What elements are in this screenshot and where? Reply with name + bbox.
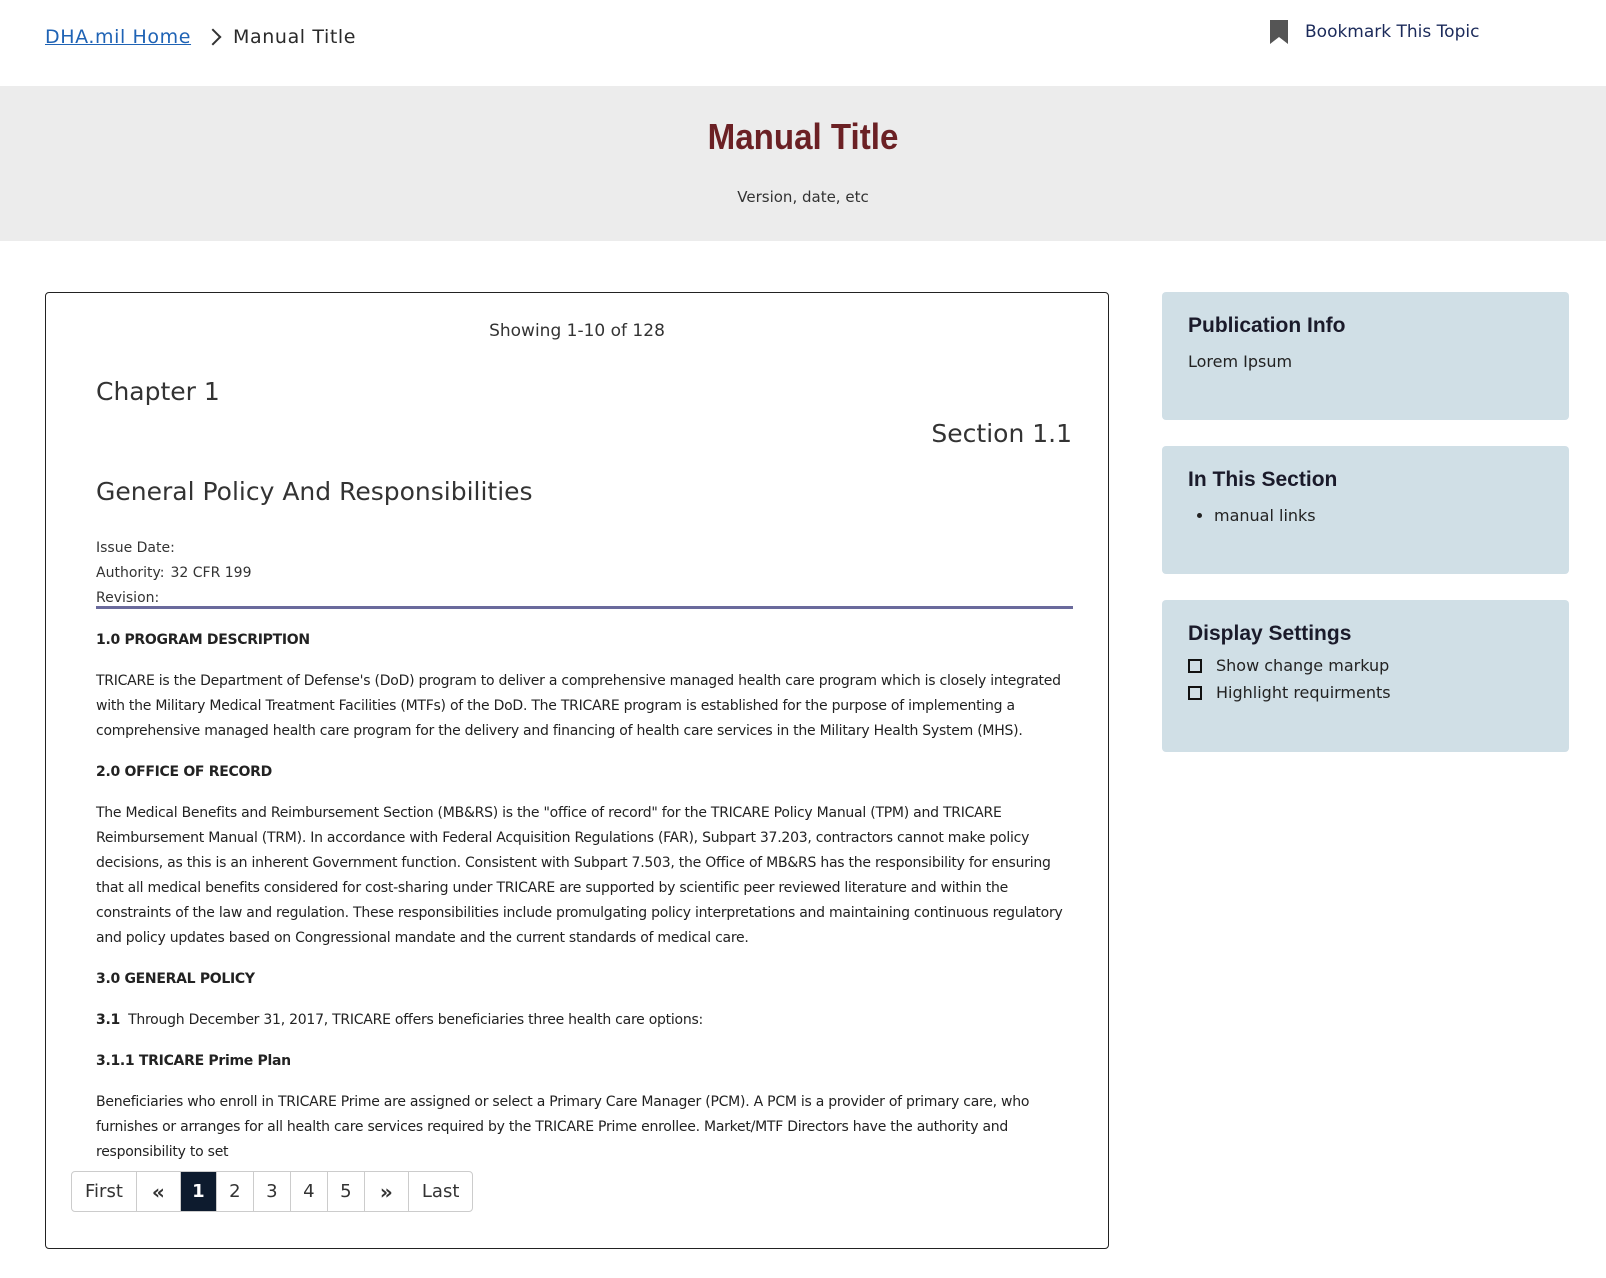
paragraph-office-of-record: The Medical Benefits and Reimbursement Section (MB&RS) is the "office of record" for the TRICARE Policy Manual (TPM) and TRICARE Reimbursement Manual (TRM). In accordance with Federal Acquisition Regulations (FAR), Subpart 37.203, contractors cannot make policy decisions, as this is an inherent Government function. Consistent with Subpart 7.503, the Office of MB&RS has the responsibility for ensuring that all medical benefits considered for cost-sharing under TRICARE are supported by scientific peer reviewed literature and within the constraints of the law and regulation. These responsibilities include promulgating policy interpretations and maintaining continuous regulatory and policy updates based on Congressional mandate and the current standards of medical care. (96, 805, 1063, 946)
heading-office-of-record: 2.0 OFFICE OF RECORD (96, 764, 272, 780)
page-banner (0, 86, 1606, 241)
checkbox-icon (1188, 659, 1202, 673)
chevron-right-icon (205, 29, 222, 46)
highlight-requirements-checkbox[interactable] (1188, 683, 1543, 702)
issue-date-label: Issue Date: (96, 540, 175, 556)
breadcrumb-current: Manual Title (233, 26, 357, 48)
page-title: Manual Title (707, 116, 899, 157)
checkbox-label: Show change markup (1216, 656, 1390, 675)
divider (96, 606, 1073, 609)
top-bar (0, 0, 1606, 86)
revision-label: Revision: (96, 590, 160, 606)
section-heading: Section 1.1 (931, 419, 1072, 448)
heading-general-policy: 3.0 GENERAL POLICY (96, 971, 255, 987)
breadcrumb (45, 26, 356, 48)
display-settings-title: Display Settings (1188, 622, 1352, 645)
publication-info-panel (1162, 292, 1569, 420)
display-settings-panel (1162, 600, 1569, 752)
heading-prime-plan: 3.1.1 TRICARE Prime Plan (96, 1053, 291, 1069)
document-body (96, 628, 1076, 1181)
issue-date (96, 536, 252, 561)
last-page-button[interactable]: Last (421, 1181, 460, 1202)
paragraph-prime-plan: Beneficiaries who enroll in TRICARE Prime are assigned or select a Primary Care Manager (PCM). A PCM is a provider of primary care, who furnishes or arranges for all health care services required by the TRICARE Prime enrollee. Market/MTF Directors have the authority and responsibility to set (96, 1094, 1030, 1160)
page-button-4[interactable]: 4 (291, 1172, 328, 1211)
page-button-5[interactable]: 5 (328, 1172, 365, 1211)
heading-program-description: 1.0 PROGRAM DESCRIPTION (96, 632, 310, 648)
section-links-list (1188, 506, 1543, 525)
bookmark-button[interactable] (1270, 20, 1479, 44)
page-button-3[interactable]: 3 (254, 1172, 291, 1211)
paragraph-number: 3.1 (96, 1012, 121, 1028)
page-subtitle: Version, date, etc (737, 188, 869, 206)
breadcrumb-home-link[interactable]: DHA.mil Home (45, 26, 192, 48)
results-count: Showing 1-10 of 128 (489, 321, 665, 341)
checkbox-label: Highlight requirments (1216, 683, 1391, 702)
page-button-1[interactable]: 1 (181, 1172, 217, 1211)
publication-info-title: Publication Info (1188, 314, 1346, 337)
show-change-markup-checkbox[interactable] (1188, 656, 1543, 675)
paragraph-program-description: TRICARE is the Department of Defense's (DoD) program to deliver a comprehensive managed health care program which is closely integrated with the Military Medical Treatment Facilities (MTFs) of the DoD. The TRICARE program is established for the purpose of implementing a comprehensive managed health care program for the delivery and financing of health care services in the Military Health System (MHS). (96, 673, 1061, 739)
authority-value: 32 CFR 199 (170, 565, 252, 581)
page-button-2[interactable]: 2 (217, 1172, 254, 1211)
authority-label: Authority: (96, 565, 165, 581)
previous-page-button[interactable]: « (137, 1172, 181, 1211)
authority (96, 561, 252, 586)
in-this-section-title: In This Section (1188, 468, 1338, 491)
in-this-section-panel (1162, 446, 1569, 574)
paragraph-text: Through December 31, 2017, TRICARE offers beneficiaries three health care options: (128, 1012, 703, 1028)
first-page-button[interactable]: First (72, 1172, 137, 1211)
document-viewer (45, 292, 1109, 1249)
section-link[interactable]: • manual links (1214, 506, 1543, 525)
pagination (71, 1171, 473, 1212)
bookmark-label: Bookmark This Topic (1305, 22, 1480, 42)
bookmark-icon (1270, 20, 1288, 44)
chapter-heading: Chapter 1 (96, 377, 220, 406)
publication-info-text: Lorem Ipsum (1188, 352, 1293, 371)
display-options (1188, 656, 1543, 702)
document-title: General Policy And Responsibilities (96, 477, 533, 506)
paragraph-general-policy (96, 1008, 1076, 1033)
document-meta (96, 536, 252, 611)
checkbox-icon (1188, 686, 1202, 700)
next-page-button[interactable]: » (365, 1172, 409, 1211)
